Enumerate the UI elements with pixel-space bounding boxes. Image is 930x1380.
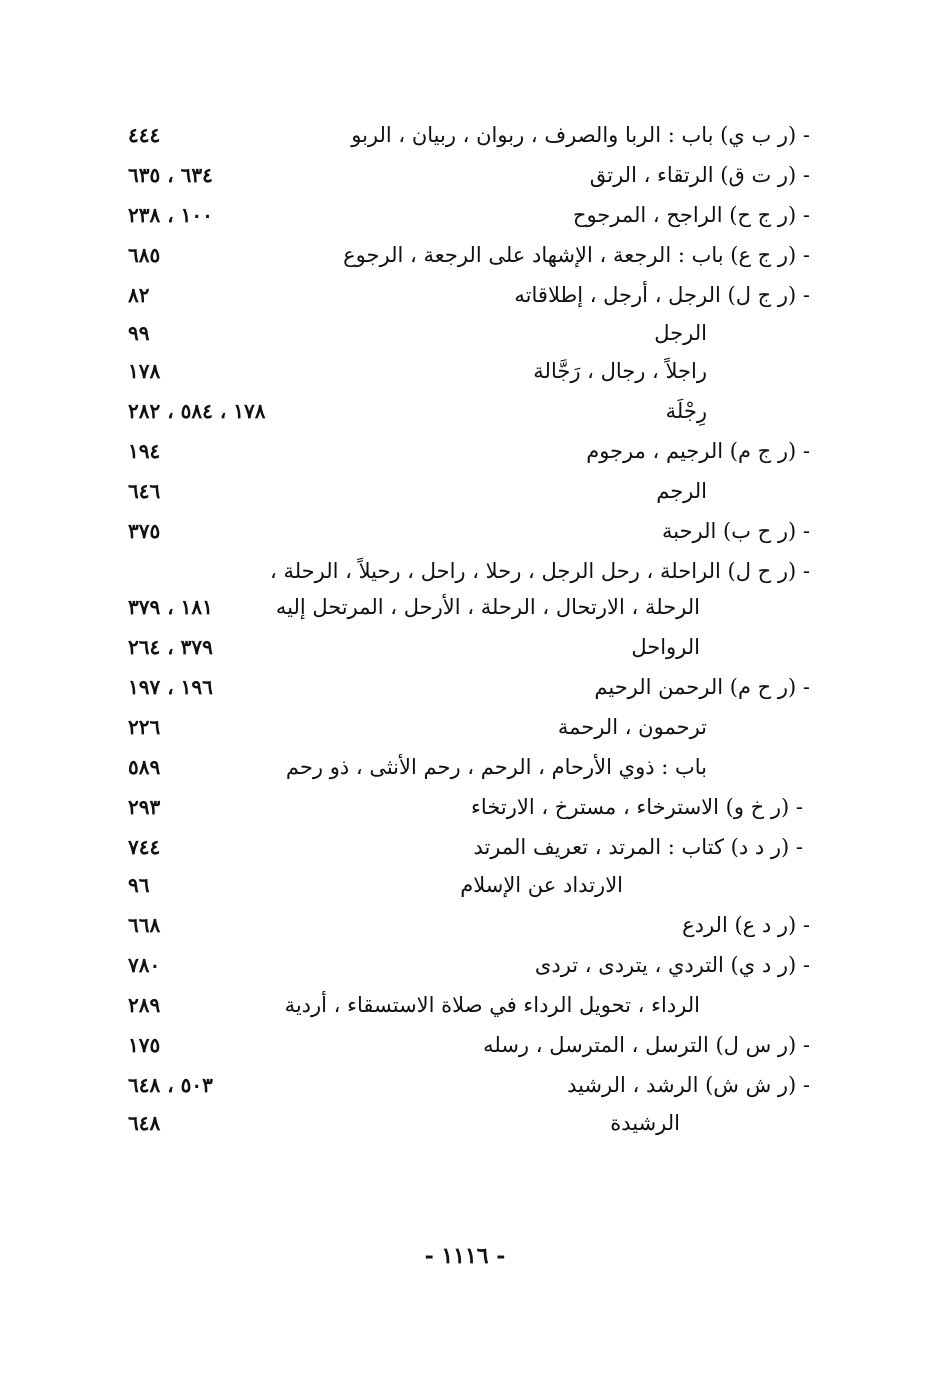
entry-page-numbers: ٢٨٩ <box>128 993 161 1017</box>
entry-page-numbers: ١٩٦ ، ١٩٧ <box>128 675 213 699</box>
entry-page-numbers: ١٠٠ ، ٢٣٨ <box>128 203 213 227</box>
index-entry <box>120 513 810 549</box>
entry-text: الرواحل <box>631 635 700 659</box>
entry-page-numbers: ٣٧٥ <box>128 519 161 543</box>
index-entry <box>120 829 810 865</box>
index-entry <box>120 393 810 429</box>
index-entry <box>120 157 810 193</box>
entry-page-numbers: ٩٩ <box>128 321 150 345</box>
entry-page-numbers: ٥٨٩ <box>128 755 161 779</box>
entry-text: - (ر ش ش) الرشد ، الرشيد <box>567 1073 810 1097</box>
index-entry <box>120 473 810 509</box>
entry-text: - (ر د د) كتاب : المرتد ، تعريف المرتد <box>473 835 803 859</box>
entry-page-numbers: ١٩٤ <box>128 439 161 463</box>
index-entry <box>120 987 810 1023</box>
entry-page-numbers: ٢٢٦ <box>128 715 161 739</box>
index-entry <box>120 553 810 589</box>
index-entry <box>120 589 810 625</box>
entry-page-numbers: ١٧٨ ، ٥٨٤ ، ٢٨٢ <box>128 399 266 423</box>
entry-page-numbers: ١٧٨ <box>128 359 161 383</box>
index-entry <box>120 749 810 785</box>
entry-text: - (ر ب ي) باب : الربا والصرف ، ربوان ، ربيان ، الربو <box>351 123 810 147</box>
entry-text: - (ر س ل) الترسل ، المترسل ، رسله <box>483 1033 810 1057</box>
entry-text: - (ر ج م) الرجيم ، مرجوم <box>586 439 810 463</box>
index-entry <box>120 197 810 233</box>
entry-text: الرداء ، تحويل الرداء في صلاة الاستسقاء ، أردية <box>284 993 700 1017</box>
entry-text: باب : ذوي الأرحام ، الرحم ، رحم الأنثى ، ذو رحم <box>285 755 707 779</box>
index-entry <box>120 789 810 825</box>
entry-page-numbers: ٥٠٣ ، ٦٤٨ <box>128 1073 213 1097</box>
entry-page-numbers: ٧٨٠ <box>128 953 161 977</box>
entry-page-numbers: ١٧٥ <box>128 1033 161 1057</box>
entry-text: الرجم <box>656 479 707 503</box>
entry-page-numbers: ٧٤٤ <box>128 835 161 859</box>
index-entry <box>120 277 810 313</box>
entry-text: - (ر ح م) الرحمن الرحيم <box>594 675 810 699</box>
entry-text: - (ر د ي) التردي ، يتردى ، تردى <box>534 953 810 977</box>
entry-page-numbers: ١٨١ ، ٣٧٩ <box>128 595 213 619</box>
index-entry <box>120 117 810 153</box>
entry-page-numbers: ٣٧٩ ، ٢٦٤ <box>128 635 213 659</box>
index-entry <box>120 709 810 745</box>
entry-text: - (ر ج ل) الرجل ، أرجل ، إطلاقاته <box>514 283 810 307</box>
index-entry <box>120 353 810 389</box>
entry-text: - (ر ج ح) الراجح ، المرجوح <box>572 203 810 227</box>
entry-text: - (ر ح ل) الراحلة ، رحل الرجل ، رحلا ، راحل ، رحيلاً ، الرحلة ، <box>269 559 810 583</box>
entry-text: الرحلة ، الارتحال ، الرحلة ، الأرحل ، المرتحل إليه <box>275 595 700 619</box>
entry-text: ترحمون ، الرحمة <box>557 715 707 739</box>
entry-page-numbers: ٦٤٨ <box>128 1111 161 1135</box>
entry-page-numbers: ٩٦ <box>128 873 150 897</box>
entry-text: - (ر ت ق) الرتقاء ، الرتق <box>589 163 810 187</box>
entry-page-numbers: ٦٣٤ ، ٦٣٥ <box>128 163 213 187</box>
page-number: - ١١١٦ - <box>424 1243 506 1269</box>
entry-text: الارتداد عن الإسلام <box>460 873 623 897</box>
entry-text: - (ر ج ع) باب : الرجعة ، الإشهاد على الرجعة ، الرجوع <box>343 243 810 267</box>
index-entry <box>120 1067 810 1103</box>
index-entry <box>120 237 810 273</box>
entry-text: رِجْلَة <box>665 399 707 423</box>
index-entry <box>120 1105 810 1141</box>
entry-text: راجلاً ، رجال ، رَجَّالة <box>533 359 707 383</box>
entry-page-numbers: ٦٤٦ <box>128 479 161 503</box>
entry-page-numbers: ٢٩٣ <box>128 795 161 819</box>
entry-text: - (ر خ و) الاسترخاء ، مسترخ ، الارتخاء <box>471 795 803 819</box>
index-entry <box>120 315 810 351</box>
entry-page-numbers: ٦٦٨ <box>128 913 161 937</box>
index-entry <box>120 433 810 469</box>
entry-page-numbers: ٨٢ <box>128 283 150 307</box>
index-entry <box>120 629 810 665</box>
index-entry <box>120 867 810 903</box>
entry-text: الرجل <box>654 321 707 345</box>
entry-page-numbers: ٦٨٥ <box>128 243 161 267</box>
entry-text: الرشيدة <box>610 1111 680 1135</box>
index-entry <box>120 1027 810 1063</box>
entry-text: - (ر د ع) الردع <box>682 913 810 937</box>
index-entry <box>120 947 810 983</box>
index-entry <box>120 669 810 705</box>
entry-page-numbers: ٤٤٤ <box>128 123 161 147</box>
entry-text: - (ر ح ب) الرحبة <box>661 519 810 543</box>
index-entry <box>120 907 810 943</box>
